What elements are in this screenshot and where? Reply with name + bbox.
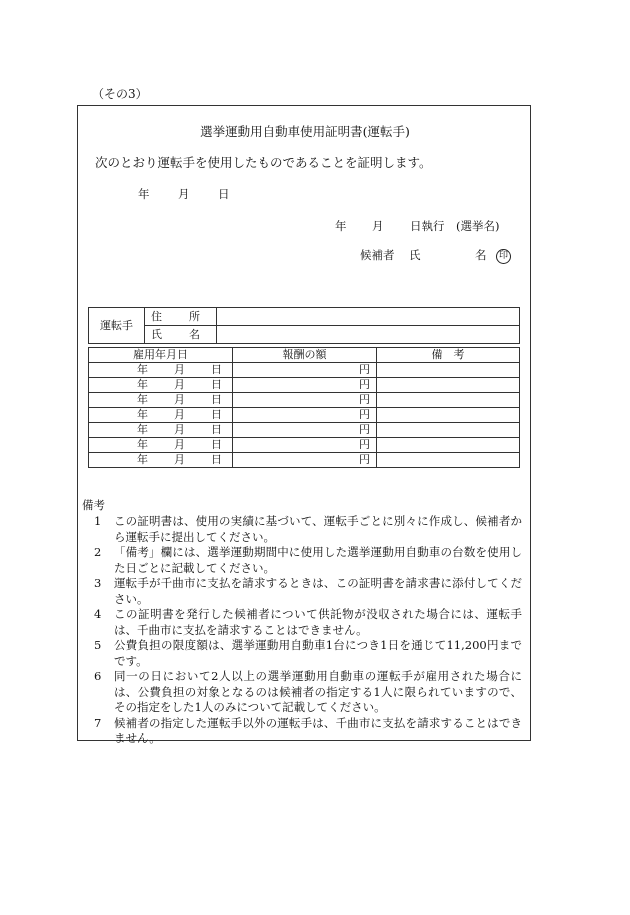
- list-item: [86, 607, 522, 638]
- list-item: [86, 638, 522, 669]
- notes-title: 備考: [82, 498, 105, 512]
- driver-table: [88, 307, 520, 344]
- address-label: 住 所: [145, 308, 217, 326]
- remarks-cell[interactable]: [377, 363, 520, 378]
- notes-list: [86, 514, 522, 747]
- remuneration-cell[interactable]: 円: [233, 378, 377, 393]
- employment-date-cell[interactable]: 年 月 日: [89, 363, 233, 378]
- note-text: 運転手が千曲市に支払を請求するときは、この証明書を請求書に添付してください。: [114, 576, 522, 606]
- exec-year: 年: [335, 219, 347, 233]
- remarks-cell[interactable]: [377, 438, 520, 453]
- note-text: この証明書は、使用の実績に基づいて、運転手ごとに別々に作成し、候補者から運転手に提出してください。: [114, 514, 522, 544]
- note-text: 「備考」欄には、選挙運動期間中に使用した選挙運動用自動車の台数を使用した日ごとに記載してください。: [114, 545, 522, 575]
- form-number-label: （その3）: [92, 87, 148, 101]
- remarks-cell[interactable]: [377, 453, 520, 468]
- header-remarks: 備 考: [377, 348, 520, 363]
- remuneration-cell[interactable]: 円: [233, 453, 377, 468]
- table-row: [89, 453, 520, 468]
- exec-month: 月: [372, 219, 384, 233]
- name-label: 氏 名: [145, 326, 217, 344]
- certificate-frame: [77, 105, 531, 745]
- payment-header-row: [89, 348, 520, 363]
- list-item: [86, 514, 522, 545]
- note-number: 4: [94, 607, 102, 621]
- header-employment-date: 雇用年月日: [89, 348, 233, 363]
- candidate-name-label-1: 氏: [409, 248, 421, 262]
- remarks-cell[interactable]: [377, 393, 520, 408]
- list-item: [86, 545, 522, 576]
- employment-date-cell[interactable]: 年 月 日: [89, 453, 233, 468]
- payment-table: [88, 347, 520, 468]
- note-number: 6: [94, 669, 102, 683]
- candidate-label: 候補者: [360, 248, 395, 262]
- note-number: 5: [94, 638, 102, 652]
- table-row: [89, 393, 520, 408]
- driver-header: 運転手: [89, 308, 145, 344]
- employment-date-cell[interactable]: 年 月 日: [89, 408, 233, 423]
- election-name-label: (選挙名): [456, 219, 500, 233]
- table-row: [89, 378, 520, 393]
- table-row: [89, 423, 520, 438]
- table-row: [89, 408, 520, 423]
- remarks-cell[interactable]: [377, 408, 520, 423]
- note-number: 3: [94, 576, 102, 590]
- note-number: 1: [94, 514, 102, 528]
- note-number: 7: [94, 715, 102, 730]
- date-month: 月: [178, 187, 190, 201]
- date-day: 日: [218, 187, 230, 201]
- seal-icon: 印: [496, 246, 511, 265]
- intro-text: 次のとおり運転手を使用したものであることを証明します。: [95, 155, 432, 170]
- date-year: 年: [138, 187, 150, 201]
- employment-date-cell[interactable]: 年 月 日: [89, 393, 233, 408]
- remuneration-cell[interactable]: 円: [233, 438, 377, 453]
- remuneration-cell[interactable]: 円: [233, 363, 377, 378]
- list-item: [86, 669, 522, 716]
- remuneration-cell[interactable]: 円: [233, 408, 377, 423]
- employment-date-cell[interactable]: 年 月 日: [89, 438, 233, 453]
- list-item: [86, 576, 522, 607]
- exec-day: 日執行: [410, 219, 445, 233]
- note-number: 2: [94, 545, 102, 559]
- document-title: 選挙運動用自動車使用証明書(運転手): [200, 124, 410, 139]
- table-row: [89, 438, 520, 453]
- header-remuneration: 報酬の額: [233, 348, 377, 363]
- list-item: [86, 716, 522, 747]
- remuneration-cell[interactable]: 円: [233, 393, 377, 408]
- remarks-cell[interactable]: [377, 423, 520, 438]
- name-field[interactable]: [217, 326, 520, 344]
- candidate-name-label-2: 名: [475, 248, 487, 262]
- employment-date-cell[interactable]: 年 月 日: [89, 423, 233, 438]
- note-text: 候補者の指定した運転手以外の運転手は、千曲市に支払を請求することはできません。: [114, 715, 522, 745]
- note-text: 公費負担の限度額は、選挙運動用自動車1台につき1日を通じて11,200円までです。: [114, 638, 522, 668]
- note-text: 同一の日において2人以上の選挙運動用自動車の運転手が雇用された場合には、公費負担の対象となるのは候補者の指定する1人に限られていますので、その指定をした1人のみについて記載してください。: [114, 669, 522, 714]
- table-row: [89, 363, 520, 378]
- address-field[interactable]: [217, 308, 520, 326]
- remuneration-cell[interactable]: 円: [233, 423, 377, 438]
- employment-date-cell[interactable]: 年 月 日: [89, 378, 233, 393]
- note-text: この証明書を発行した候補者について供託物が没収された場合には、運転手は、千曲市に支払を請求することはできません。: [114, 607, 522, 637]
- remarks-cell[interactable]: [377, 378, 520, 393]
